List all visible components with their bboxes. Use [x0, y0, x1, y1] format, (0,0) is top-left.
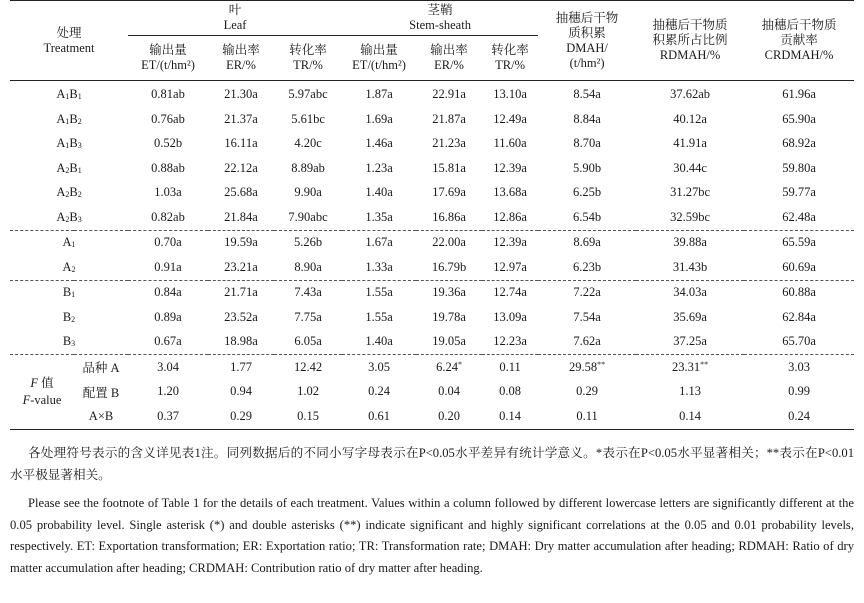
crdmah-header	[744, 1, 854, 81]
value-cell: 8.70a	[573, 136, 601, 151]
value-cell: 40.12a	[673, 111, 707, 126]
table-row	[10, 156, 854, 181]
value-cell: 59.80a	[782, 160, 816, 175]
value-cell: 1.69a	[365, 111, 393, 126]
note-chinese: 各处理符号表示的含义详见表1注。同列数据后的不同小写字母表示在P<0.05水平差异有统计学意义。*表示在P<0.05水平显著相关；**表示在P<0.01水平极显著相关。	[10, 446, 854, 482]
treatment-label: $A_2$	[62, 259, 76, 274]
dmah-header-text: 抽穗后干物 质积累 DMAH/ (t/hm²)	[555, 10, 619, 70]
value-cell: 1.55a	[365, 309, 393, 324]
stem-er-text: 输出率 ER/%	[430, 43, 468, 72]
value-cell: 11.60a	[493, 136, 527, 151]
table-row	[10, 181, 854, 206]
value-cell: 7.90abc	[288, 209, 328, 224]
value-cell: 65.90a	[782, 111, 816, 126]
value-cell: 37.62ab	[670, 86, 711, 101]
value-cell: 21.37a	[224, 111, 258, 126]
stem-er-header	[416, 36, 482, 81]
treatment-label: $A_1B_3$	[56, 136, 82, 151]
f-value-cell: 23.31**	[636, 355, 744, 380]
value-cell: 31.27bc	[670, 185, 711, 200]
value-cell: 62.84a	[782, 309, 816, 324]
treatment-label: $A_1B_1$	[56, 86, 82, 101]
treatment-label: $A_1B_2$	[56, 111, 82, 126]
value-cell: 12.74a	[482, 280, 538, 305]
f-value-cell: 29.58**	[538, 355, 636, 380]
leaf-er-text: 输出率 ER/%	[222, 43, 260, 72]
f-value-label: F 值 F-value	[10, 355, 74, 430]
leaf-header	[128, 1, 342, 36]
value-cell: 5.90b	[573, 160, 602, 175]
value-cell: 19.59a	[208, 230, 274, 255]
f-value-cell: 0.94	[230, 384, 252, 399]
value-cell: 59.77a	[782, 185, 816, 200]
value-cell: 1.46a	[365, 136, 393, 151]
f-value-cell: 0.61	[368, 408, 390, 423]
value-cell: 19.36a	[416, 280, 482, 305]
value-cell: 1.35a	[365, 209, 393, 224]
value-cell: 0.84a	[128, 280, 208, 305]
value-cell: 1.40a	[365, 185, 393, 200]
value-cell: 22.00a	[416, 230, 482, 255]
f-value-cell: 1.77	[208, 355, 274, 380]
value-cell: 1.33a	[365, 259, 393, 274]
table-row	[10, 305, 854, 330]
f-value-cell: 0.20	[438, 408, 460, 423]
stem-tr-text: 转化率 TR/%	[491, 43, 529, 72]
value-cell: 68.92a	[782, 136, 816, 151]
stem-et-text: 输出量 ET/(t/hm²)	[352, 43, 406, 72]
note-english: Please see the footnote of Table 1 for the details of each treatment. Values within a column followed by different lowercase letters are significantly different at the 0.05 probability level. Single asterisk (*) and double asterisks (**) indicate significant and highly significant correlations at the 0.05 and 0.01 probability levels, respectively. ET: Exportation transformation; ER: Exportation ratio; TR: Transformation rate; DMAH: Dry matter accumulation after heading; RDMAH: Ratio of dry matter accumulation after heading; CRDMAH: Contribution ratio of dry matter after heading.	[10, 496, 854, 575]
value-cell: 4.20c	[294, 136, 322, 151]
leaf-et-header	[128, 36, 208, 81]
value-cell: 60.88a	[744, 280, 854, 305]
value-cell: 22.91a	[432, 86, 466, 101]
value-cell: 1.23a	[365, 160, 393, 175]
value-cell: 8.84a	[573, 111, 601, 126]
treatment-label: $B_2$	[62, 309, 76, 324]
f-value-cell: 0.99	[788, 384, 810, 399]
f-value-cell: 0.24	[788, 408, 810, 423]
value-cell: 5.61bc	[291, 111, 325, 126]
value-cell: 16.79b	[431, 259, 467, 274]
f-value-cell: 1.13	[679, 384, 701, 399]
f-value-cell: 3.03	[744, 355, 854, 380]
value-cell: 18.98a	[224, 334, 258, 349]
value-cell: 0.67a	[154, 334, 182, 349]
value-cell: 62.48a	[782, 209, 816, 224]
value-cell: 30.44c	[673, 160, 707, 175]
value-cell: 35.69a	[673, 309, 707, 324]
value-cell: 41.91a	[673, 136, 707, 151]
value-cell: 7.54a	[573, 309, 601, 324]
table-row	[10, 404, 854, 429]
value-cell: 15.81a	[432, 160, 466, 175]
f-value-cell: 6.24*	[416, 355, 482, 380]
table-row	[10, 280, 854, 305]
f-value-cell: 1.20	[157, 384, 179, 399]
value-cell: 1.40a	[365, 334, 393, 349]
value-cell: 7.75a	[294, 309, 322, 324]
value-cell: 12.49a	[493, 111, 527, 126]
table-row	[10, 132, 854, 157]
value-cell: 19.05a	[432, 334, 466, 349]
value-cell: 13.10a	[493, 86, 527, 101]
value-cell: 16.86a	[432, 209, 466, 224]
f-value-cell: 0.24	[368, 384, 390, 399]
table-row	[10, 107, 854, 132]
leaf-er-header	[208, 36, 274, 81]
table-row	[10, 330, 854, 355]
f-value-cell: 0.08	[499, 384, 521, 399]
value-cell: 37.25a	[673, 334, 707, 349]
value-cell: 12.23a	[493, 334, 527, 349]
value-cell: 12.97a	[493, 259, 527, 274]
value-cell: 21.71a	[208, 280, 274, 305]
value-cell: 8.69a	[538, 230, 636, 255]
treatment-label: $A_2B_3$	[56, 209, 82, 224]
leaf-et-text: 输出量 ET/(t/hm²)	[141, 43, 195, 72]
value-cell: 23.21a	[224, 259, 258, 274]
factor-label: A×B	[88, 408, 114, 423]
value-cell: 21.84a	[224, 209, 258, 224]
value-cell: 61.96a	[782, 86, 816, 101]
treatment-label: $B_3$	[62, 334, 76, 349]
f-value-cell: 3.05	[342, 355, 416, 380]
value-cell: 6.05a	[294, 334, 322, 349]
stem-tr-header	[482, 36, 538, 81]
f-value-cell: 0.04	[438, 384, 460, 399]
stem-header	[342, 1, 538, 36]
value-cell: 19.78a	[432, 309, 466, 324]
factor-label: 配置 B	[82, 385, 120, 400]
f-value-cell: 0.29	[576, 384, 598, 399]
value-cell: 1.55a	[342, 280, 416, 305]
value-cell: 21.87a	[432, 111, 466, 126]
table-row	[10, 255, 854, 280]
value-cell: 0.76ab	[151, 111, 185, 126]
leaf-tr-text: 转化率 TR/%	[289, 43, 327, 72]
factor-label: 品种 A	[74, 355, 128, 380]
value-cell: 34.03a	[636, 280, 744, 305]
value-cell: 12.86a	[493, 209, 527, 224]
value-cell: 1.87a	[365, 86, 393, 101]
value-cell: 65.59a	[744, 230, 854, 255]
table-row	[10, 380, 854, 405]
treatment-label: $A_2B_2$	[56, 185, 82, 200]
treatment-label: $A_1$	[10, 230, 128, 255]
value-cell: 5.26b	[274, 230, 342, 255]
value-cell: 0.91a	[154, 259, 182, 274]
f-value-cell: 0.11	[482, 355, 538, 380]
f-value-cell: 0.15	[297, 408, 319, 423]
value-cell: 31.43b	[672, 259, 708, 274]
value-cell: 6.25b	[573, 185, 602, 200]
value-cell: 65.70a	[782, 334, 816, 349]
value-cell: 16.11a	[224, 136, 258, 151]
f-value-cell: 12.42	[274, 355, 342, 380]
value-cell: 8.54a	[573, 86, 601, 101]
value-cell: 1.67a	[342, 230, 416, 255]
value-cell: 5.97abc	[288, 86, 328, 101]
table-row	[10, 230, 854, 255]
table-row	[10, 81, 854, 108]
value-cell: 0.88ab	[151, 160, 185, 175]
f-value-cell: 0.37	[157, 408, 179, 423]
value-cell: 17.69a	[432, 185, 466, 200]
value-cell: 1.03a	[154, 185, 182, 200]
f-value-cell: 0.14	[499, 408, 521, 423]
value-cell: 0.82ab	[151, 209, 185, 224]
leaf-header-text: 叶 Leaf	[223, 3, 247, 32]
value-cell: 12.39a	[482, 230, 538, 255]
value-cell: 7.62a	[573, 334, 601, 349]
value-cell: 23.52a	[224, 309, 258, 324]
table-row	[10, 205, 854, 230]
value-cell: 6.54b	[573, 209, 602, 224]
treatment-label: $B_1$	[10, 280, 128, 305]
crdmah-header-text: 抽穗后干物质 贡献率 CRDMAH/%	[761, 18, 837, 62]
value-cell: 0.52b	[153, 136, 183, 151]
value-cell: 39.88a	[636, 230, 744, 255]
value-cell: 13.68a	[493, 185, 527, 200]
rdmah-header	[636, 1, 744, 81]
value-cell: 25.68a	[224, 185, 258, 200]
value-cell: 0.70a	[128, 230, 208, 255]
value-cell: 13.09a	[493, 309, 527, 324]
value-cell: 32.59bc	[670, 209, 711, 224]
value-cell: 60.69a	[782, 259, 816, 274]
table-row	[10, 355, 854, 380]
value-cell: 9.90a	[294, 185, 322, 200]
leaf-tr-header	[274, 36, 342, 81]
f-value-cell: 3.04	[128, 355, 208, 380]
value-cell: 0.81ab	[151, 86, 185, 101]
value-cell: 22.12a	[224, 160, 258, 175]
f-value-cell: 0.11	[576, 408, 598, 423]
treatment-header	[10, 1, 128, 81]
value-cell: 21.23a	[432, 136, 466, 151]
stem-et-header	[342, 36, 416, 81]
value-cell: 6.23b	[573, 259, 602, 274]
value-cell: 7.22a	[538, 280, 636, 305]
value-cell: 8.89ab	[291, 160, 325, 175]
results-table	[10, 0, 854, 430]
dmah-header	[538, 1, 636, 81]
value-cell: 0.89a	[154, 309, 182, 324]
f-value-cell: 1.02	[297, 384, 319, 399]
value-cell: 12.39a	[493, 160, 527, 175]
rdmah-header-text: 抽穗后干物质 积累所占比例 RDMAH/%	[652, 18, 728, 62]
f-value-cell: 0.14	[679, 408, 701, 423]
value-cell: 8.90a	[294, 259, 322, 274]
table-container	[10, 0, 854, 430]
table-notes	[10, 443, 854, 579]
f-value-cell: 0.29	[230, 408, 252, 423]
stem-header-text: 茎鞘 Stem-sheath	[409, 3, 471, 32]
value-cell: 7.43a	[274, 280, 342, 305]
treatment-label: $A_2B_1$	[56, 160, 82, 175]
treatment-header-text: 处理 Treatment	[43, 25, 95, 55]
value-cell: 21.30a	[224, 86, 258, 101]
